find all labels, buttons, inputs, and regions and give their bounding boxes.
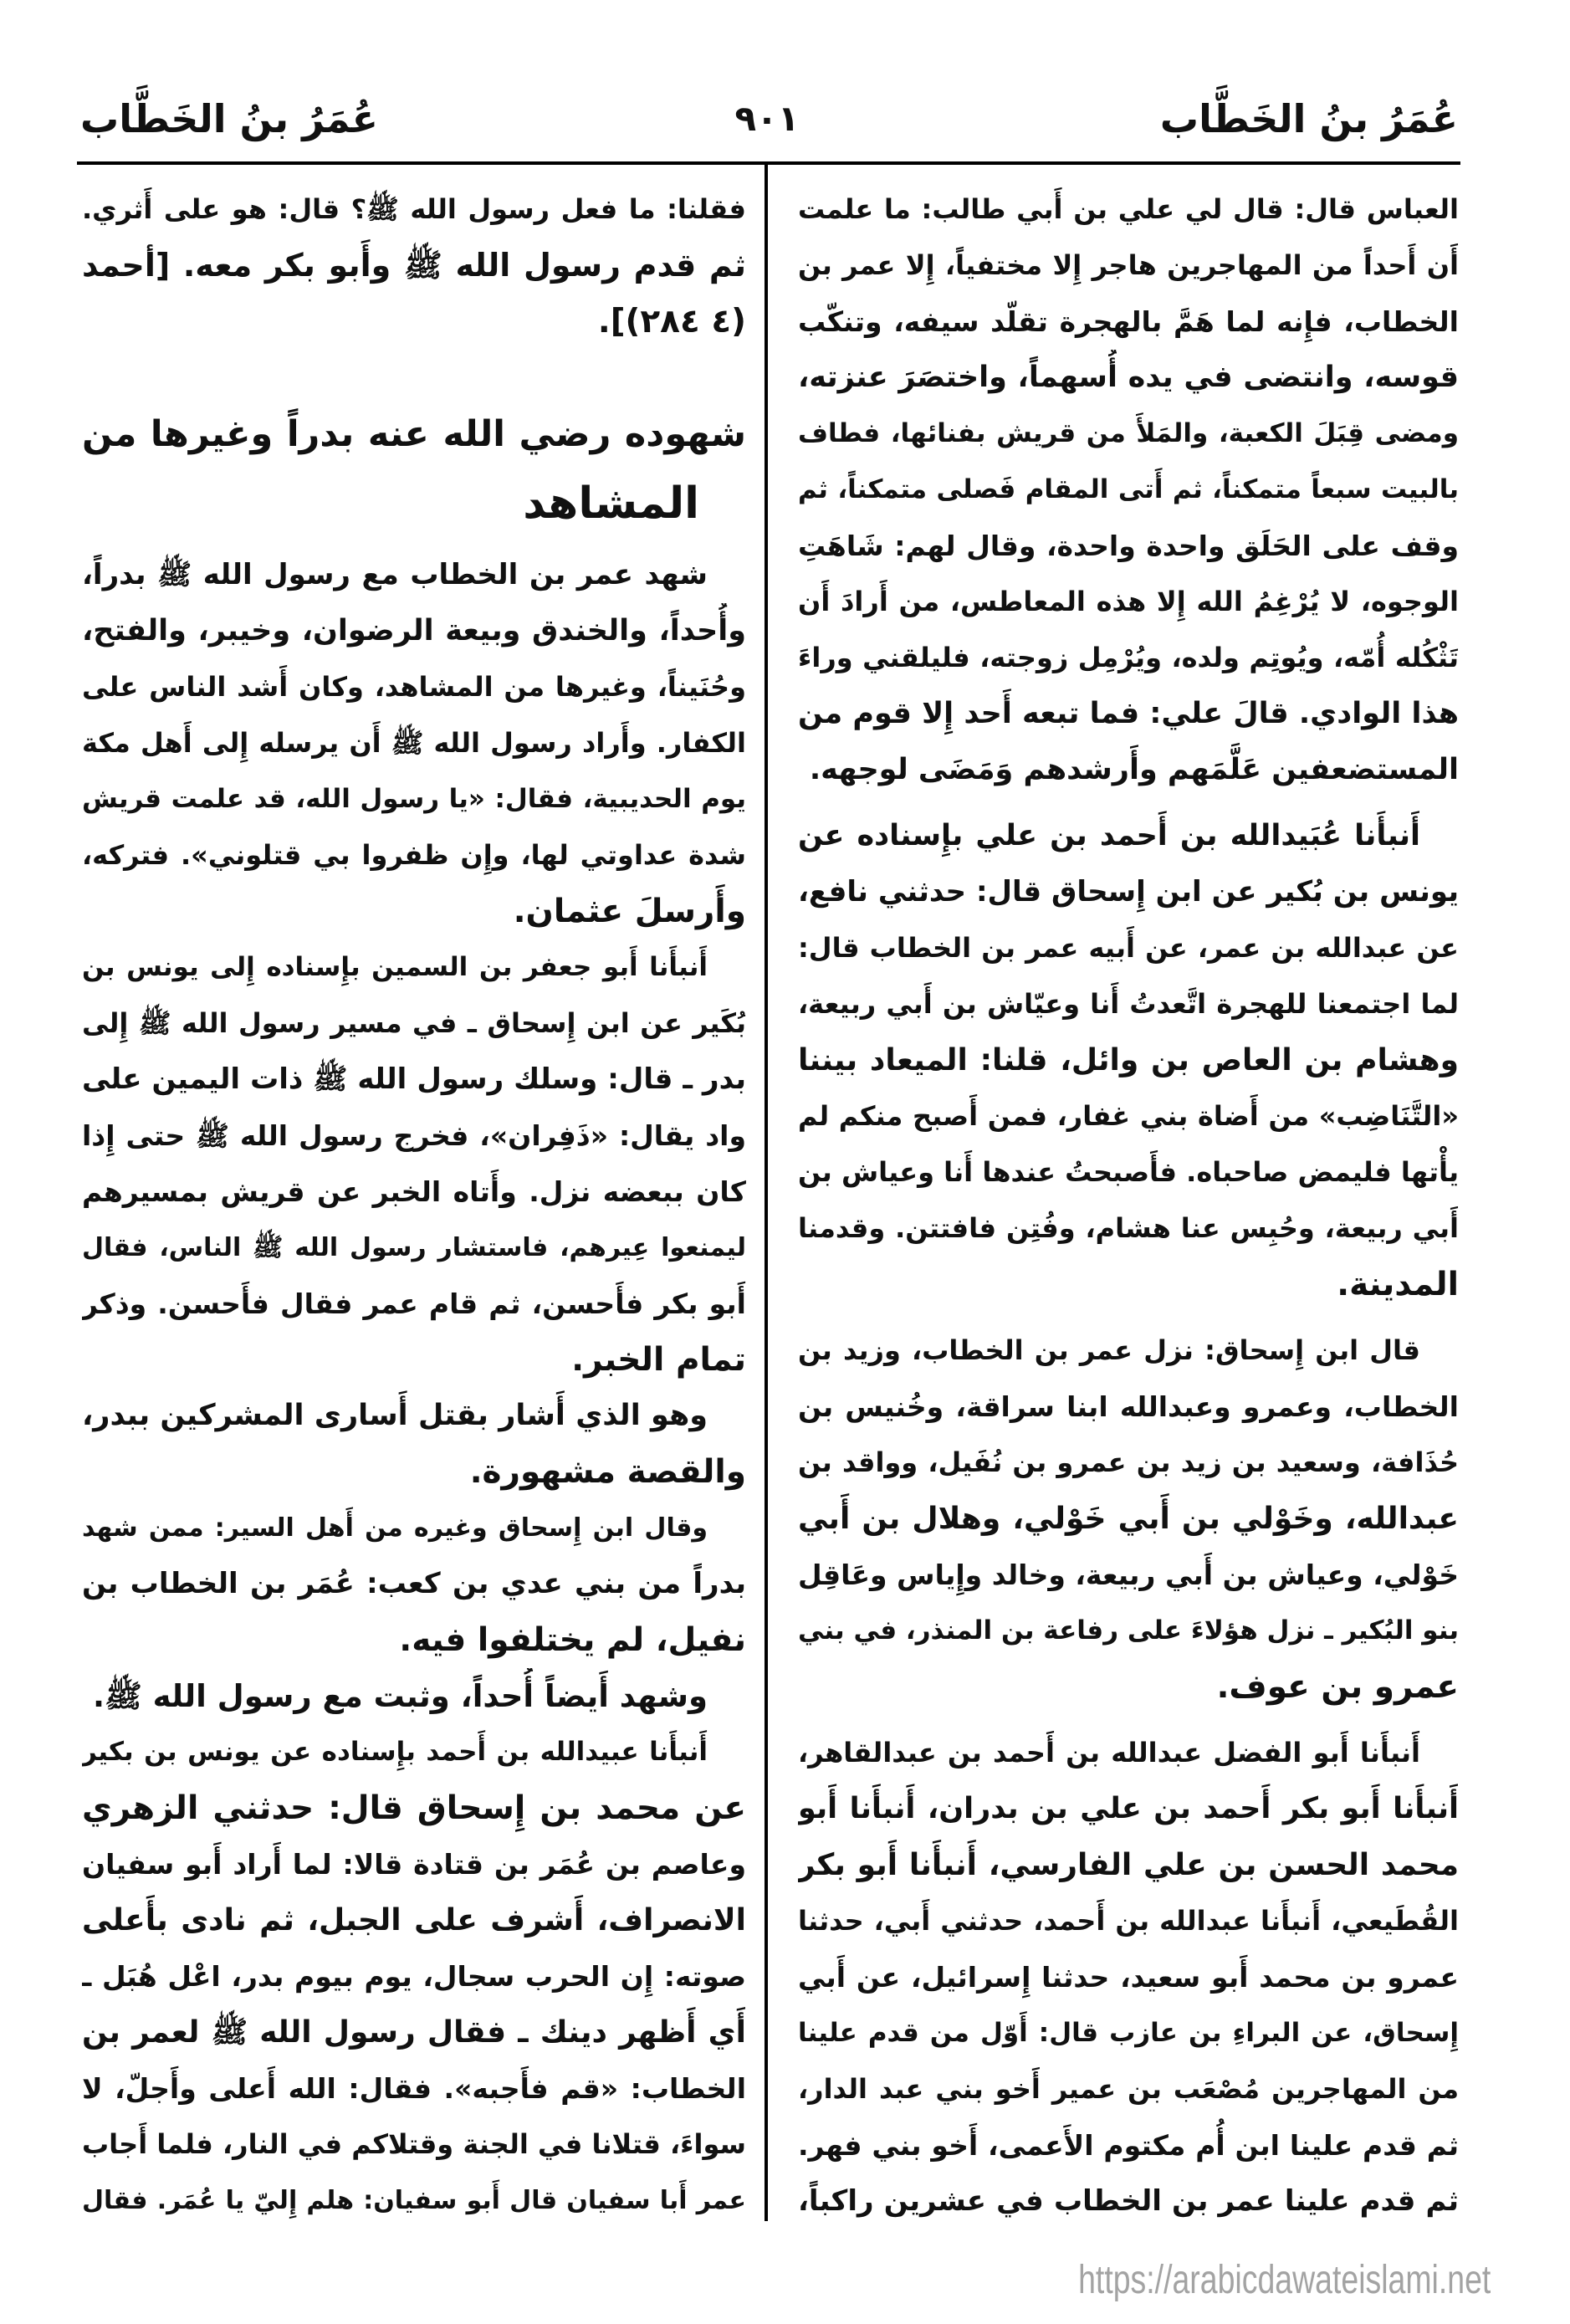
text-line: «التَّنَاضِب» من أَضاة بني غفار، فمن أَصبح منكم لم: [798, 1100, 1459, 1132]
text-line: تَثْكُله أُمّه، ويُوتِم ولده، ويُرْمِل زوجته، فليلقني وراءَ: [798, 642, 1459, 673]
text-line: الخطاب، وعمرو وعبدالله ابنا سراقة، وخُنيس بن: [798, 1390, 1459, 1423]
text-line: نفيل، لم يختلفوا فيه.: [399, 1621, 746, 1659]
text-line: إِسحاق، عن البراءِ بن عازب قال: أَوّل من قدم علينا: [798, 2018, 1459, 2048]
text-line: أَبي ربيعة، وحُبِس عنا هشام، وفُتِن فافتتن. وقدمنا: [798, 1212, 1459, 1244]
text-line: بدراً من بني عدي بن كعب: عُمَر بن الخطاب بن: [82, 1567, 746, 1600]
text-line: ليمنعوا عِيرهم، فاستشار رسول الله ﷺ الناس، فقال: [82, 1233, 746, 1262]
paragraph: [82, 1500, 746, 1668]
text-line: عمرو بن عوف.: [1216, 1668, 1459, 1706]
text-line: سواءَ، قتلانا في الجنة وقتلاكم في النار، فلما أَجاب: [82, 2128, 746, 2160]
text-line: بدر ـ قال: وسلك رسول الله ﷺ ذات اليمين على: [82, 1062, 746, 1096]
text-line: أَنبأَنا أَبو الفضل عبدالله بن أَحمد بن عبدالقاهر،: [798, 1737, 1420, 1769]
right-column: [798, 182, 1459, 2229]
text-line: أَنبأَنا أَبو بكر أَحمد بن علي بن بدران، أَنبأَنا أَبو: [798, 1792, 1459, 1825]
text-line: العباس قال: قال لي علي بن أَبي طالب: ما علمت: [798, 193, 1459, 225]
text-line: الخطاب: «قم فأَجبه». فقال: الله أَعلى وأَجلّ، لا: [82, 2072, 746, 2105]
paragraph: [798, 1323, 1459, 1715]
text-line: يأْتها فليمض صاحباه. فأَصبحتُ عندها أَنا وعياش بن: [798, 1156, 1459, 1188]
text-line: الخطاب، فإِنه لما هَمَّ بالهجرة تقلّد سيفه، وتنكّب: [798, 305, 1459, 338]
paragraph: [798, 808, 1459, 1313]
paragraph: [82, 547, 746, 939]
text-line: خَوْلي، وعياش بن أَبي ربيعة، وخالد وإِياس وعَاقِل: [798, 1559, 1459, 1591]
text-line: عمر أَبا سفيان قال أَبو سفيان: هلم إِليّ يا عُمَر. فقال: [82, 2186, 746, 2215]
text-line: من المهاجرين مُصْعَب بن عمير أَخو بني عبد الدار،: [798, 2073, 1459, 2105]
page-number: ٩٠١: [734, 98, 800, 139]
text-line: عمرو بن محمد أَبو سعيد، حدثنا إِسرائيل، عن أَبي: [798, 1961, 1459, 1994]
text-line: لما اجتمعنا للهجرة اتَّعدتُ أَنا وعيّاش بن أَبي ربيعة،: [798, 988, 1459, 1020]
header-rule: [77, 161, 1460, 165]
text-line: القُطَيعي، أَنبأَنا عبدالله بن أَحمد، حدثني أَبي، حدثنا: [798, 1905, 1459, 1937]
text-line: عن عبدالله بن عمر، عن أَبيه عمر بن الخطاب قال:: [798, 932, 1459, 964]
text-line: والقصة مشهورة.: [469, 1453, 746, 1491]
text-line: بُكَير عن ابن إِسحاق ـ في مسير رسول الله ﷺ إِلى: [82, 1007, 746, 1039]
text-line: وشهد أَيضاً أُحداً، وثبت مع رسول الله ﷺ.: [93, 1678, 708, 1714]
text-line: ثم قدم علينا عمر بن الخطاب في عشرين راكباً،: [798, 2184, 1459, 2218]
text-line: وأَرسلَ عثمان.: [513, 893, 746, 930]
paragraph: [82, 1724, 746, 2229]
text-line: أَنبأَنا أَبو جعفر بن السمين بإِسناده إِلى يونس بن: [82, 952, 708, 982]
text-line: أَنبأَنا عُبَيدالله بن أَحمد بن علي بإِسناده عن: [798, 819, 1420, 852]
text-line: وهو الذي أَشار بقتل أَسارى المشركين ببدر،: [82, 1399, 708, 1432]
paragraph: [82, 1668, 746, 1724]
text-line: المستضعفين عَلَّمَهم وأَرشدهم وَمَضَى لوجهه.: [809, 753, 1459, 786]
left-column: [82, 182, 746, 2229]
text-line: هذا الوادي. قالَ علي: فما تبعه أَحد إِلا قوم من: [798, 697, 1459, 730]
text-line: الوجوه، لا يُرْغِمُ الله إِلا هذه المعاطس، من أَرادَ أَن: [798, 586, 1459, 617]
paragraph: [82, 182, 746, 350]
text-line: أَنبأَنا عبيدالله بن أَحمد بإِسناده عن يونس بن بكير: [82, 1737, 708, 1767]
text-line: أَبو بكر فأَحسن، ثم قام عمر فقال فأَحسن. وذكر: [82, 1287, 746, 1320]
section-heading: [82, 400, 746, 539]
text-line: فقلنا: ما فعل رسول الله ﷺ؟ قال: هو على أَثري.: [82, 193, 746, 225]
watermark-url: https://arabicdawateislami.net: [1077, 2258, 1491, 2302]
text-line: تمام الخبر.: [571, 1341, 746, 1379]
text-line: عن محمد بن إِسحاق قال: حدثني الزهري: [82, 1789, 746, 1827]
text-line: المدينة.: [1337, 1266, 1459, 1303]
text-line: الكفار. وأَراد رسول الله ﷺ أَن يرسله إِلى أَهل مكة: [82, 727, 746, 759]
text-line: وعاصم بن عُمَر بن قتادة قالا: لما أَراد أَبو سفيان: [82, 1848, 746, 1881]
text-line: قال ابن إِسحاق: نزل عمر بن الخطاب، وزيد بن: [798, 1334, 1420, 1366]
text-line: ثم قدم رسول الله ﷺ وأَبو بكر معه. [أحمد: [82, 247, 746, 284]
text-line: شدة عداوتي لها، وإِن ظفروا بي قتلوني». فتركه،: [82, 839, 746, 871]
text-line: يونس بن بُكير عن ابن إِسحاق قال: حدثني نافع،: [798, 875, 1459, 909]
text-line: محمد الحسن بن علي الفارسي، أَنبأَنا أَبو بكر: [798, 1848, 1459, 1882]
paragraph: [798, 182, 1459, 798]
text-line: بنو البُكير ـ نزل هؤلاءَ على رفاعة بن المنذر، في بني: [798, 1615, 1459, 1646]
text-line: عبدالله، وخَوْلي بن أَبي خَوْلي، وهلال بن أَبي: [798, 1502, 1459, 1536]
text-line: شهد عمر بن الخطاب مع رسول الله ﷺ بدراً،: [82, 558, 708, 591]
text-line: وهشام بن العاص بن وائل، قلنا: الميعاد بيننا: [798, 1043, 1459, 1078]
text-line: قوسه، وانتضى في يده أُسهماً، واختصَرَ عنزته،: [798, 361, 1459, 394]
text-line: كان ببعضه نزل. وأَتاه الخبر عن قريش بمسيرهم: [82, 1175, 746, 1208]
text-line: أَي أَظهر دينك ـ فقال رسول الله ﷺ لعمر بن: [82, 2015, 746, 2050]
heading-line: المشاهد: [523, 479, 699, 529]
text-line: وأُحداً، والخندق وبيعة الرضوان، وخيبر، والفتح،: [82, 614, 746, 648]
text-line: (٤ ٢٨٤)].: [597, 303, 746, 340]
text-line: واد يقال: «ذَفِران»، فخرج رسول الله ﷺ حتى إِذا: [82, 1119, 746, 1152]
heading-line: شهوده رضي الله عنه بدراً وغيرها من: [82, 413, 746, 455]
text-line: وقال ابن إِسحاق وغيره من أَهل السير: ممن شهد: [82, 1513, 708, 1543]
text-line: وقف على الحَلَق واحدة واحدة، وقال لهم: شَاهَتِ: [798, 530, 1459, 562]
text-line: حُذَافة، وسعيد بن زيد بن عمرو بن نُفَيل، وواقد بن: [798, 1446, 1459, 1478]
paragraph: [798, 1725, 1459, 2229]
text-line: أَن أَحداً من المهاجرين هاجر إِلا مختفياً، إِلا عمر بن: [798, 249, 1459, 281]
text-line: ثم قدم علينا ابن أُم مكتوم الأَعمى، أَخو بني فهر.: [798, 2129, 1459, 2162]
text-line: بالبيت سبعاً متمكناً، ثم أَتى المقام فَصلى متمكناً، ثم: [798, 474, 1459, 504]
text-line: الانصراف، أَشرف على الجبل، ثم نادى بأَعلى: [82, 1903, 746, 1938]
column-divider: [765, 163, 768, 2221]
paragraph: [82, 1388, 746, 1500]
running-header-right: عُمَرُ بنُ الخَطَّاب: [1159, 96, 1458, 141]
text-line: وحُنَيناً، وغيرها من المشاهد، وكان أَشد الناس على: [82, 671, 746, 703]
running-header-left: عُمَرُ بنُ الخَطَّاب: [80, 96, 379, 141]
text-line: يوم الحديبية، فقال: «يا رسول الله، قد علمت قريش: [82, 784, 746, 814]
text-line: ومضى قِبَلَ الكعبة، والمَلأَ من قريش بفنائها، فطاف: [798, 418, 1459, 448]
paragraph: [82, 939, 746, 1388]
text-line: صوته: إِن الحرب سجال، يوم بيوم بدر، اعْل هُبَل ـ: [82, 1960, 746, 1993]
